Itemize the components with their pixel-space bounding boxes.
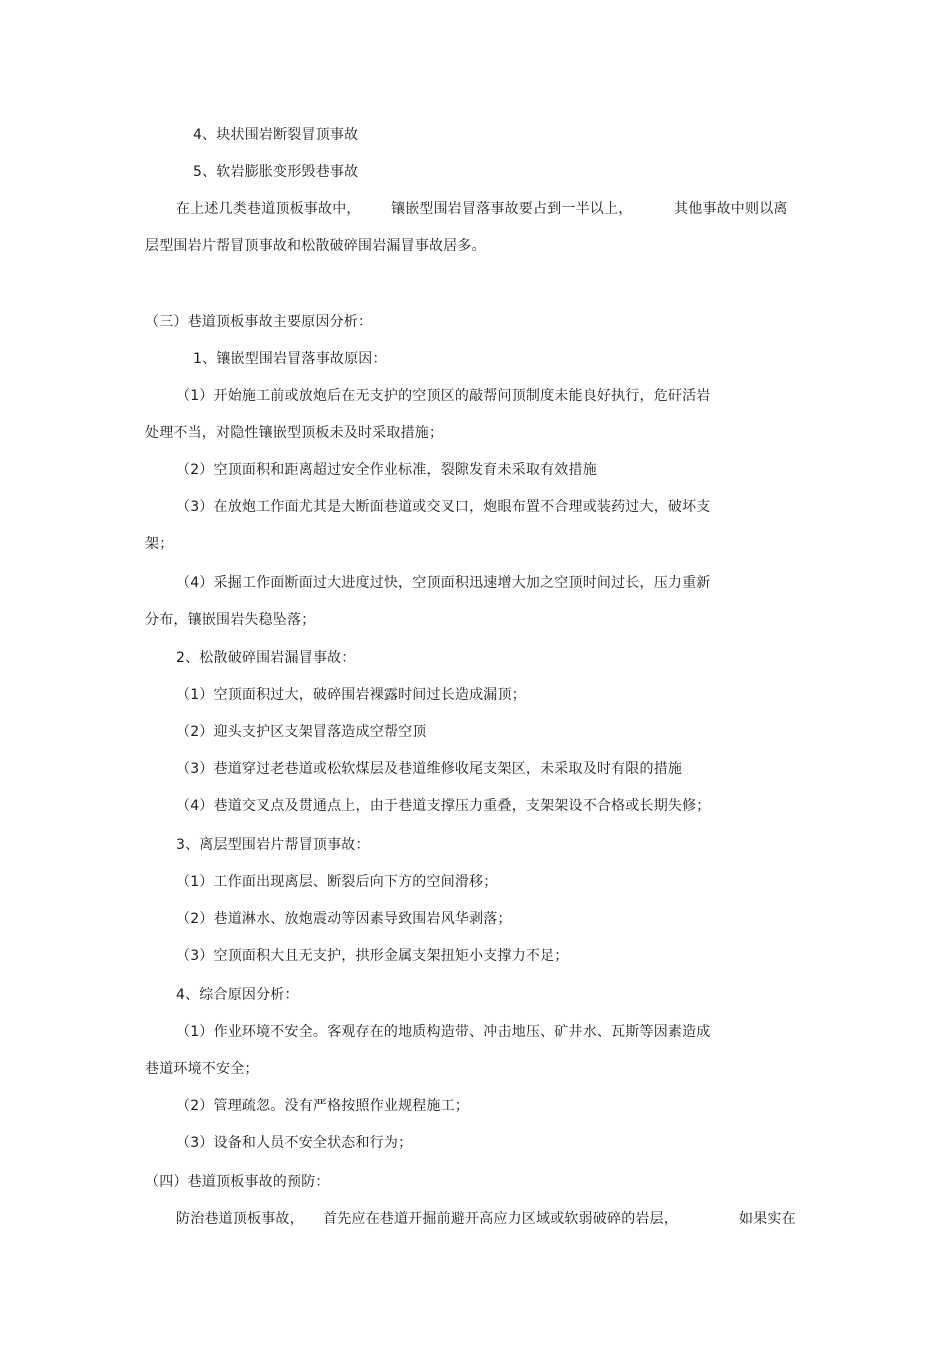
list-item-continuation: 处理不当，对隐性镶嵌型顶板未及时采取措施；: [145, 425, 444, 441]
list-item-continuation: 分布，镶嵌围岩失稳坠落；: [145, 612, 316, 628]
section-heading-3: （三）巷道顶板事故主要原因分析：: [145, 314, 373, 330]
list-item: （2）空顶面积和距离超过安全作业标准，裂隙发育未采取有效措施: [176, 462, 597, 478]
list-item: （1）工作面出现离层、断裂后向下方的空间滑移；: [176, 874, 498, 890]
paragraph-segment-2: 镶嵌型围岩冒落事故要占到一半以上，: [391, 201, 633, 217]
list-item-4: 4、块状围岩断裂冒顶事故: [193, 127, 359, 143]
list-item: （3）巷道穿过老巷道或松软煤层及巷道维修收尾支架区，未采取及时有限的措施: [176, 761, 683, 777]
list-item: （1）开始施工前或放炮后在无支护的空顶区的敲帮问顶制度未能良好执行，危矸活岩: [176, 388, 711, 404]
list-item: （3）设备和人员不安全状态和行为；: [176, 1135, 413, 1151]
list-item: （3）在放炮工作面尤其是大断面巷道或交叉口，炮眼布置不合理或装药过大，破坏支: [176, 499, 711, 515]
list-item: （2）管理疏忽。没有严格按照作业规程施工；: [176, 1098, 470, 1114]
list-item: （4）采掘工作面断面过大进度过快，空顶面积迅速增大加之空顶时间过长，压力重新: [176, 575, 711, 591]
paragraph-segment-2: 首先应在巷道开掘前避开高应力区域或软弱破碎的岩层，: [323, 1211, 678, 1227]
paragraph-continuation: 层型围岩片帮冒顶事故和松散破碎围岩漏冒事故居多。: [145, 238, 486, 254]
list-item: （1）空顶面积过大，破碎围岩裸露时间过长造成漏顶；: [176, 687, 526, 703]
paragraph-segment-1: 防治巷道顶板事故，: [176, 1211, 304, 1227]
list-item-5: 5、软岩膨胀变形毁巷事故: [193, 164, 359, 180]
subheading-1: 1、镶嵌型围岩冒落事故原因：: [193, 351, 387, 367]
list-item: （2）迎头支护区支架冒落造成空帮空顶: [176, 724, 427, 740]
subheading-4: 4、综合原因分析：: [176, 987, 299, 1003]
section-heading-4: （四）巷道顶板事故的预防：: [145, 1174, 330, 1190]
list-item-continuation: 架；: [145, 536, 174, 552]
subheading-2: 2、松散破碎围岩漏冒事故：: [176, 650, 356, 666]
list-item: （1）作业环境不安全。客观存在的地质构造带、冲击地压、矿井水、瓦斯等因素造成: [176, 1024, 711, 1040]
list-item: （3）空顶面积大且无支护，拱形金属支架扭矩小支撑力不足；: [176, 948, 569, 964]
paragraph-segment-1: 在上述几类巷道顶板事故中，: [176, 201, 361, 217]
list-item-continuation: 巷道环境不安全；: [145, 1061, 259, 1077]
subheading-3: 3、离层型围岩片帮冒顶事故：: [176, 837, 370, 853]
paragraph-segment-3: 如果实在: [739, 1211, 796, 1227]
list-item: （4）巷道交叉点及贯通点上，由于巷道支撑压力重叠，支架架设不合格或长期失修；: [176, 798, 711, 814]
list-item: （2）巷道淋水、放炮震动等因素导致围岩风华剥落；: [176, 911, 512, 927]
paragraph-segment-3: 其他事故中则以离: [674, 201, 788, 217]
